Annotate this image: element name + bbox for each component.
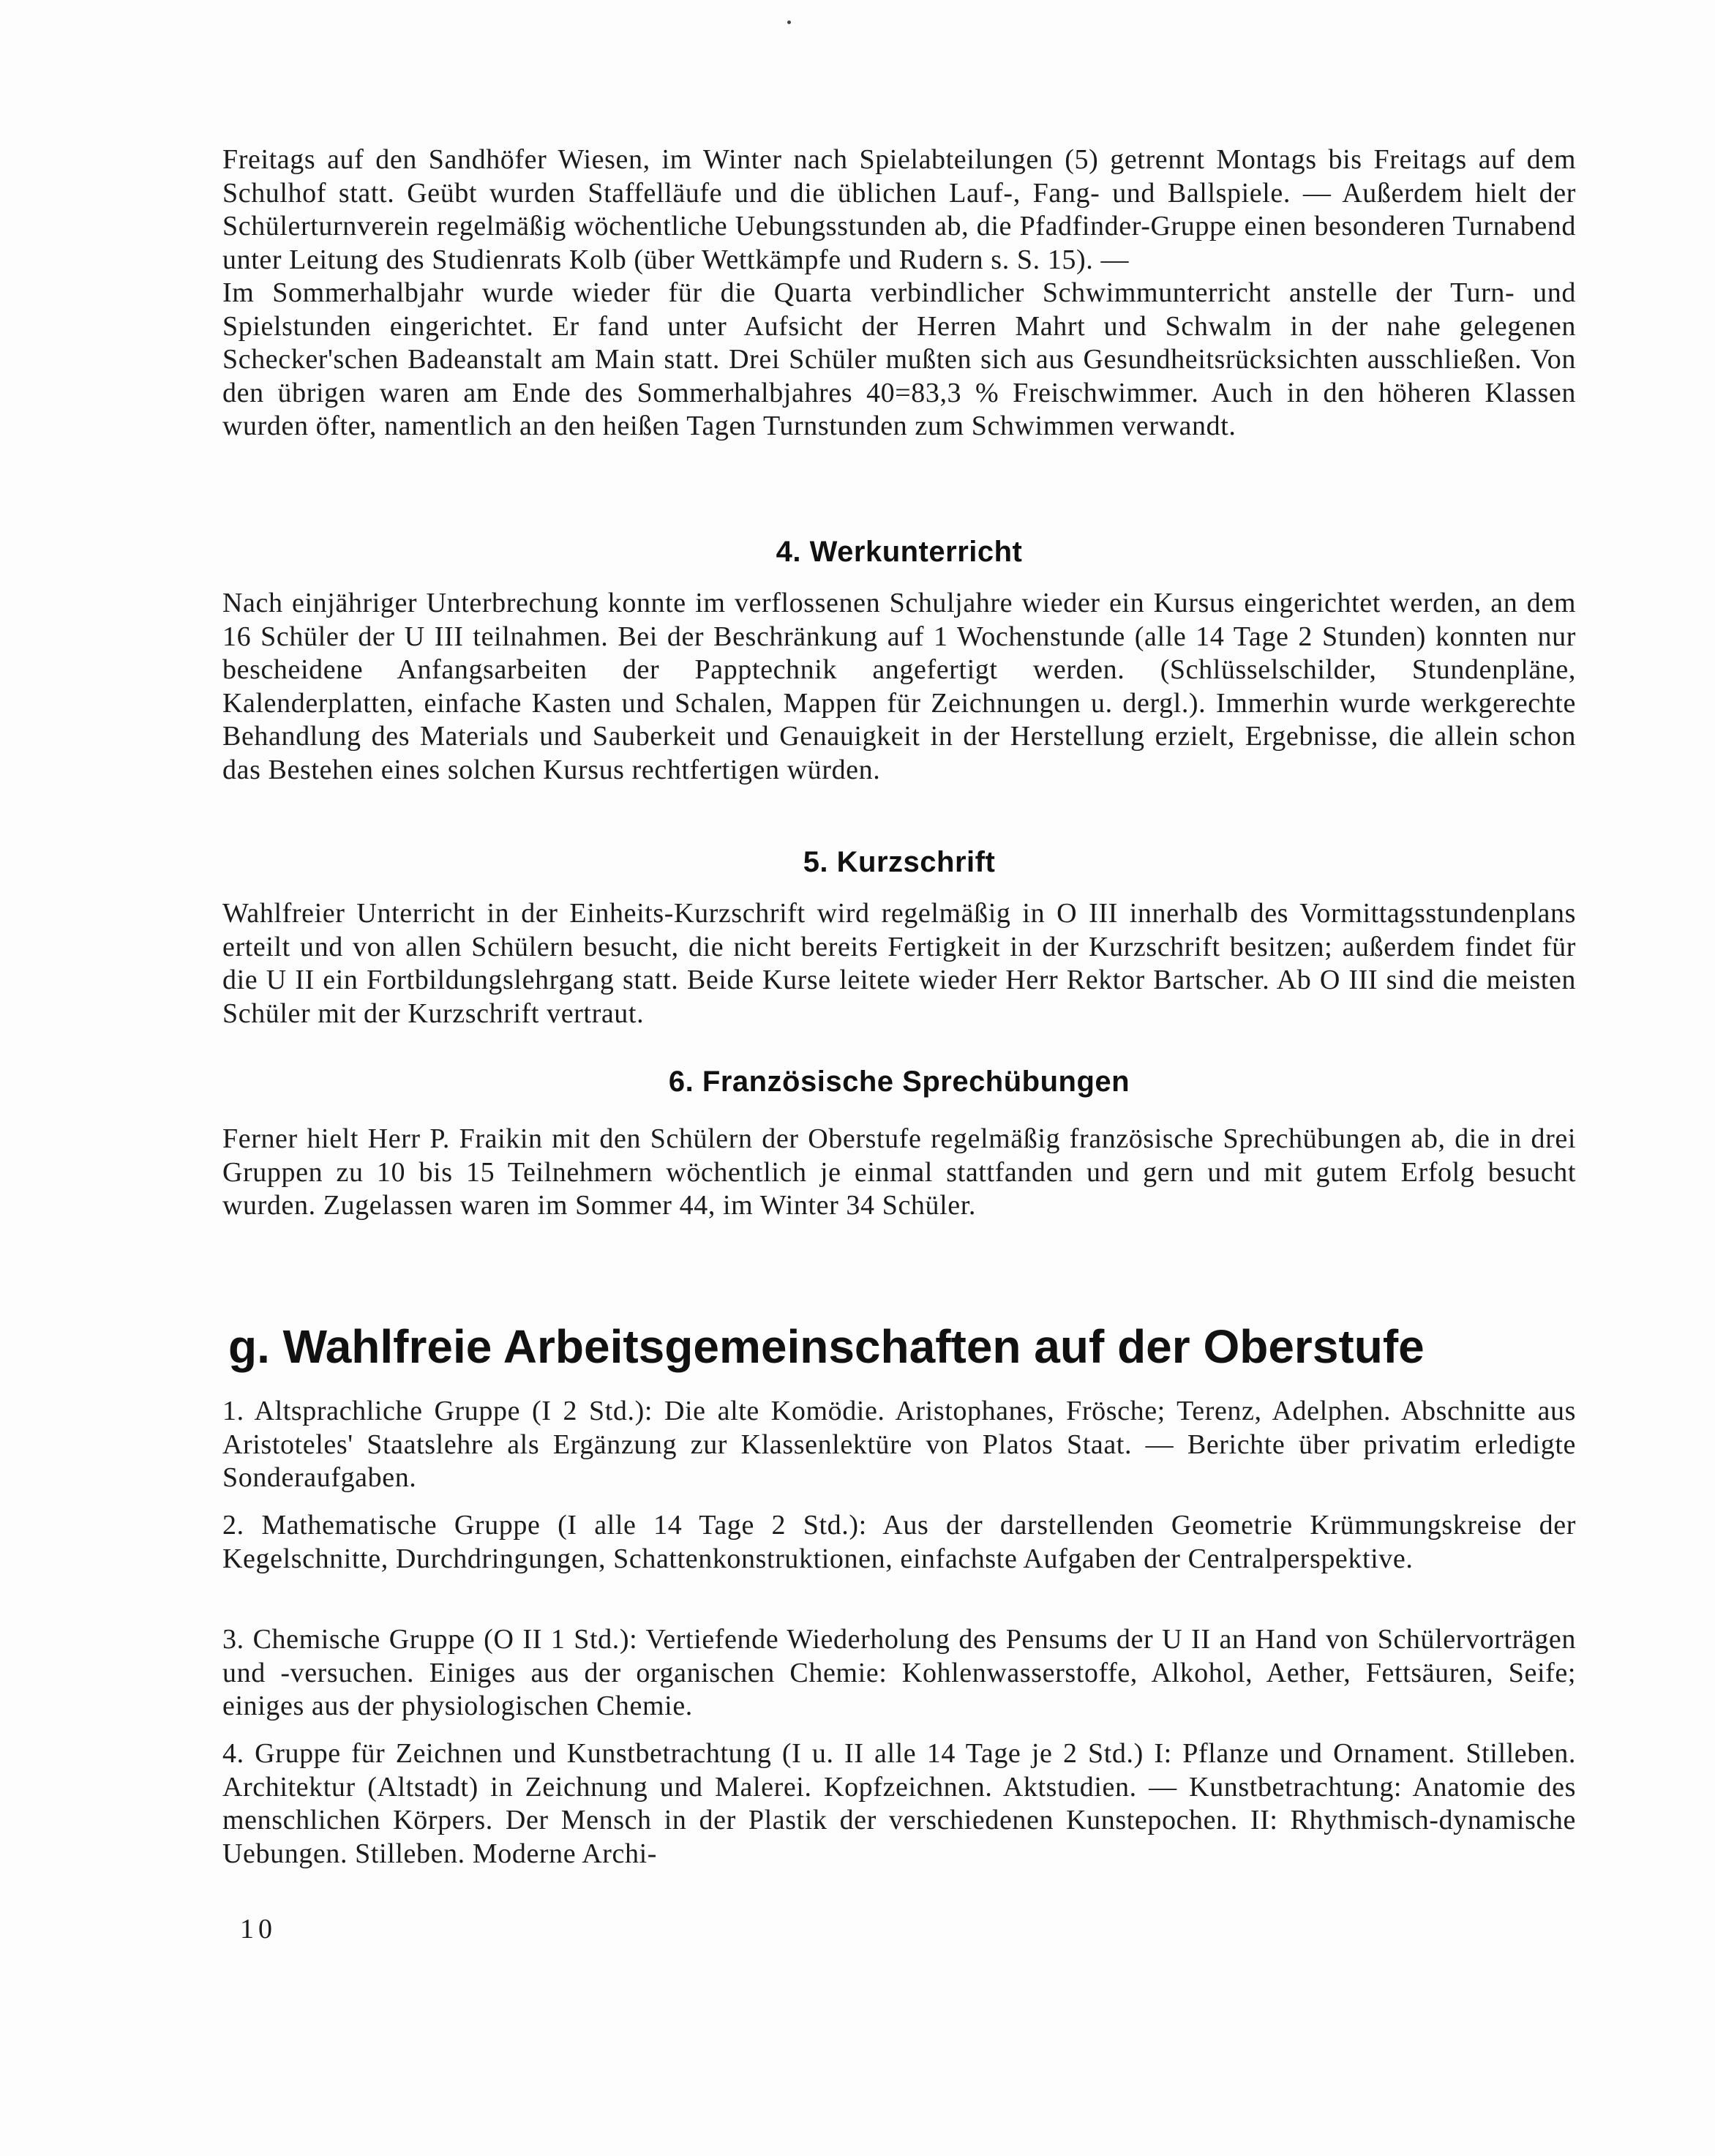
group-2 <box>222 1509 1576 1576</box>
group-1 <box>222 1395 1576 1495</box>
group-1-text: 1. Altsprachliche Gruppe (I 2 Std.): Die alte Komödie. Aristophanes, Frösche; Terenz, Adelphen. Abschnitte aus Aristoteles' Staatslehre als Ergänzung zur Klassenlektüre von Platos Staat. — Berichte über privatim erledigte Sonderaufgaben. <box>222 1396 1576 1493</box>
section-heading-kurzschrift: 5. Kurzschrift <box>803 846 996 878</box>
section-text-franzoesisch <box>222 1123 1576 1223</box>
main-heading: g. Wahlfreie Arbeitsgemeinschaften auf der Oberstufe <box>228 1320 1425 1373</box>
group-3 <box>222 1623 1576 1723</box>
group-2-text: 2. Mathematische Gruppe (I alle 14 Tage 2 Std.): Aus der darstellenden Geometrie Krümmungskreise der Kegelschnitte, Durchdringungen, Schattenkonstruktionen, einfachste Aufgaben der Centralperspektive. <box>222 1510 1576 1574</box>
section-text-kurzschrift <box>222 897 1576 1030</box>
page-speck <box>787 20 791 24</box>
intro-paragraph-1: Freitags auf den Sandhöfer Wiesen, im Winter nach Spielabteilungen (5) getrennt Montags bis Freitags auf dem Schulhof statt. Geübt wurden Staffelläufe und die üblichen Lauf-, Fang- und Ballspiele. — Außerdem hielt der Schülerturnverein regelmäßig wöchentliche Uebungsstunden ab, die Pfadfinder-Gruppe einen besonderen Turnabend unter Leitung des Studienrats Kolb (über Wettkämpfe und Rudern s. S. 15). — <box>222 144 1576 275</box>
franzoesisch-paragraph: Ferner hielt Herr P. Fraikin mit den Schülern der Oberstufe regelmäßig französische Sprechübungen ab, die in drei Gruppen zu 10 bis 15 Teilnehmern wöchentlich je einmal stattfanden und gern und mit gutem Erfolg besucht wurden. Zugelassen waren im Sommer 44, im Winter 34 Schüler. <box>222 1123 1576 1221</box>
section-heading-franzoesisch: 6. Französische Sprechübungen <box>668 1066 1130 1098</box>
intro-block <box>222 143 1576 443</box>
page-number: 10 <box>240 1914 277 1944</box>
kurzschrift-paragraph: Wahlfreier Unterricht in der Einheits-Kurzschrift wird regelmäßig in O III innerhalb des Vormittagsstundenplans erteilt und von allen Schülern besucht, die nicht bereits Fertigkeit in der Kurzschrift besitzen; außerdem findet für die U II ein Fortbildungslehrgang statt. Beide Kurse leitete wieder Herr Rektor Bartscher. Ab O III sind die meisten Schüler mit der Kurzschrift vertraut. <box>222 898 1576 1029</box>
intro-paragraph-2: Im Sommerhalbjahr wurde wieder für die Quarta verbindlicher Schwimmunterricht anstelle der Turn- und Spielstunden eingerichtet. Er fand unter Aufsicht der Herren Mahrt und Schwalm in der nahe gelegenen Schecker'schen Badeanstalt am Main statt. Drei Schüler mußten sich aus Gesundheitsrücksichten ausschließen. Von den übrigen waren am Ende des Sommerhalbjahres 40=83,3 % Freischwimmer. Auch in den höheren Klassen wurden öfter, namentlich an den heißen Tagen Turnstunden zum Schwimmen verwandt. <box>222 277 1576 441</box>
section-text-werkunterricht <box>222 587 1576 787</box>
group-3-text: 3. Chemische Gruppe (O II 1 Std.): Vertiefende Wiederholung des Pensums der U II an Hand von Schülervorträgen und -versuchen. Einiges aus der organischen Chemie: Kohlenwasserstoffe, Alkohol, Aether, Fettsäuren, Seife; einiges aus der physiologischen Chemie. <box>222 1624 1576 1721</box>
group-4-text: 4. Gruppe für Zeichnen und Kunstbetrachtung (I u. II alle 14 Tage je 2 Std.) I: Pflanze und Ornament. Stilleben. Architektur (Altstadt) in Zeichnung und Malerei. Kopfzeichnen. Aktstudien. — Kunstbetrachtung: Anatomie des menschlichen Körpers. Der Mensch in der Plastik der verschiedenen Kunstepochen. II: Rhythmisch-dynamische Uebungen. Stilleben. Moderne Archi- <box>222 1738 1576 1869</box>
werkunterricht-paragraph: Nach einjähriger Unterbrechung konnte im verflossenen Schuljahre wieder ein Kursus eingerichtet werden, an dem 16 Schüler der U III teilnahmen. Bei der Beschränkung auf 1 Wochenstunde (alle 14 Tage 2 Stunden) konnten nur bescheidene Anfangsarbeiten der Papptechnik angefertigt werden. (Schlüsselschilder, Stundenpläne, Kalenderplatten, einfache Kasten und Schalen, Mappen für Zeichnungen u. dergl.). Immerhin wurde werkgerechte Behandlung des Materials und Sauberkeit und Genauigkeit in der Herstellung erzielt, Ergebnisse, die allein schon das Bestehen eines solchen Kursus rechtfertigen würden. <box>222 588 1576 785</box>
group-4 <box>222 1737 1576 1871</box>
section-heading-werkunterricht: 4. Werkunterricht <box>776 536 1023 568</box>
